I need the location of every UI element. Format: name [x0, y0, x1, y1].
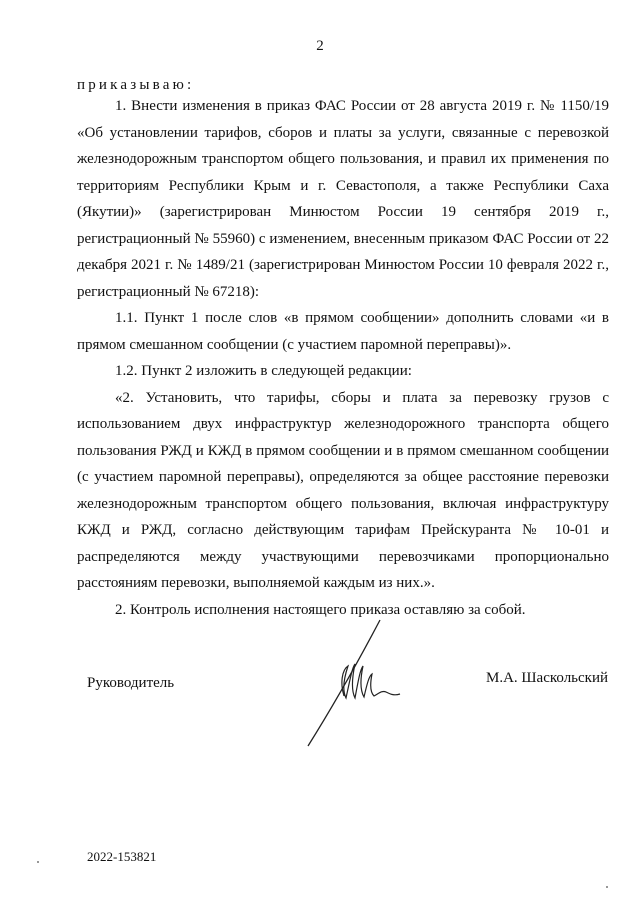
signatory-name: М.А. Шаскольский [486, 670, 609, 686]
order-body [77, 93, 609, 623]
signatory-title: Руководитель [87, 675, 175, 691]
paragraph-new-item-2: «2. Установить, что тарифы, сборы и плата за перевозку грузов с использованием двух инфраструктур железнодорожного транспорта общего пользования РЖД и КЖД в прямом сообщении и в прямом смешанном сообщении (с участием паромной переправы), определяются за общее расстояние перевозки железнодорожным транспортом общего пользования, включая инфраструктуру КЖД и РЖД, согласно действующим тарифам Прейскуранта № 10-01 и распределяются между участвующими перевозчиками пропорционально расстояниям перевозки, выполняемой каждым из них.». [77, 389, 609, 591]
order-lead-word: приказываю: [77, 77, 195, 93]
handwritten-signature-icon [300, 618, 410, 748]
scan-speck [37, 861, 39, 863]
paragraph-item-2: 2. Контроль исполнения настоящего приказа оставляю за собой. [115, 601, 526, 618]
page-number: 2 [316, 38, 324, 54]
document-registry-number: 2022-153821 [87, 849, 157, 864]
paragraph-item-1-2: 1.2. Пункт 2 изложить в следующей редакции: [115, 363, 412, 379]
paragraph-item-1-1: 1.1. Пункт 1 после слов «в прямом сообщении» дополнить словами «и в прямом смешанном сообщении (с участием паромной переправы)». [77, 310, 609, 353]
paragraph-item-1: 1. Внести изменения в приказ ФАС России от 28 августа 2019 г. № 1150/19 «Об установлении тарифов, сборов и платы за услуги, связанные с перевозкой железнодорожным транспортом общего пользования, и правил их применения по территориям Республики Крым и г. Севастополя, а также Республики Саха (Якутии)» (зарегистрирован Минюстом России 19 сентября 2019 г., регистрационный № 55960) с изменением, внесенным приказом ФАС России от 22 декабря 2021 г. № 1489/21 (зарегистрирован Минюстом России 10 февраля 2022 г., регистрационный № 67218): [77, 98, 609, 300]
scan-speck [606, 886, 608, 888]
